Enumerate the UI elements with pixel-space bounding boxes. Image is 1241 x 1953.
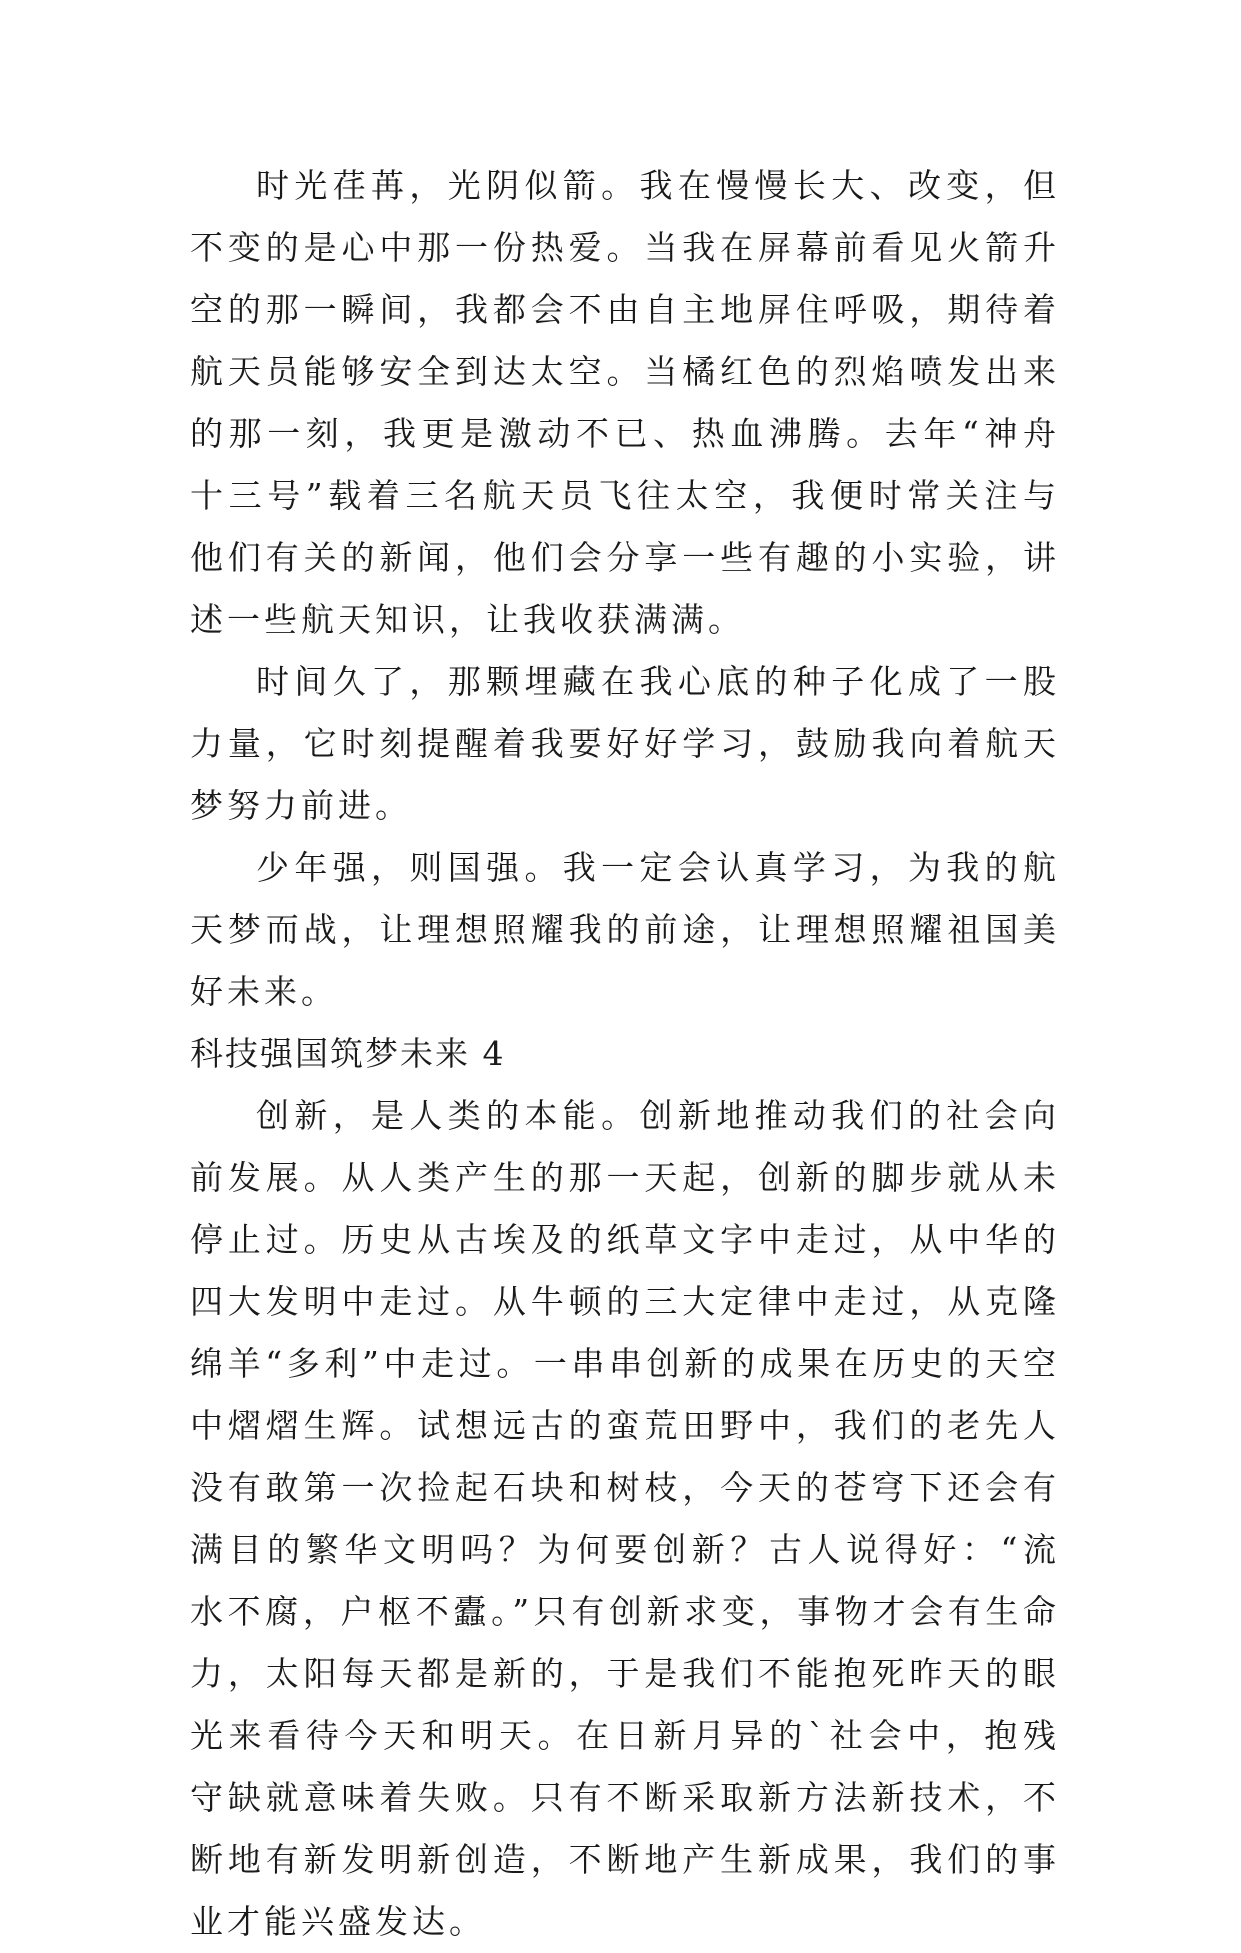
section-heading: 科技强国筑梦未来 4 xyxy=(190,1034,506,1073)
paragraph-innovation: 创新，是人类的本能。创新地推动我们的社会向前发展。从人类产生的那一天起，创新的脚步就从未停止过。历史从古埃及的纸草文字中走过，从中华的四大发明中走过。从牛顿的三大定律中走过，从克隆绵羊“多利”中走过。一串串创新的成果在历史的天空中熠熠生辉。试想远古的蛮荒田野中，我们的老先人没有敢第一次捡起石块和树枝，今天的苍穹下还会有满目的繁华文明吗？为何要创新？古人说得好：“流水不腐，户枢不蠹。”只有创新求变，事物才会有生命力，太阳每天都是新的，于是我们不能抱死昨天的眼光来看待今天和明天。在日新月异的`社会中，抱残守缺就意味着失败。只有不断采取新方法新技术，不断地有新发明新创造，不断地产生新成果，我们的事业才能兴盛发达。 xyxy=(190,1096,1060,1941)
paragraph-youth-strong: 少年强，则国强。我一定会认真学习，为我的航天梦而战，让理想照耀我的前途，让理想照耀祖国美好未来。 xyxy=(190,848,1060,1011)
document-body xyxy=(190,155,1060,1953)
paragraph-time-flies: 时光荏苒，光阴似箭。我在慢慢长大、改变，但不变的是心中那一份热爱。当我在屏幕前看见火箭升空的那一瞬间，我都会不由自主地屏住呼吸，期待着航天员能够安全到达太空。当橘红色的烈焰喷发出来的那一刻，我更是激动不已、热血沸腾。去年“神舟十三号”载着三名航天员飞往太空，我便时常关注与他们有关的新闻，他们会分享一些有趣的小实验，讲述一些航天知识，让我收获满满。 xyxy=(190,166,1060,639)
paragraph-seed-power: 时间久了，那颗埋藏在我心底的种子化成了一股力量，它时刻提醒着我要好好学习，鼓励我向着航天梦努力前进。 xyxy=(190,662,1060,825)
